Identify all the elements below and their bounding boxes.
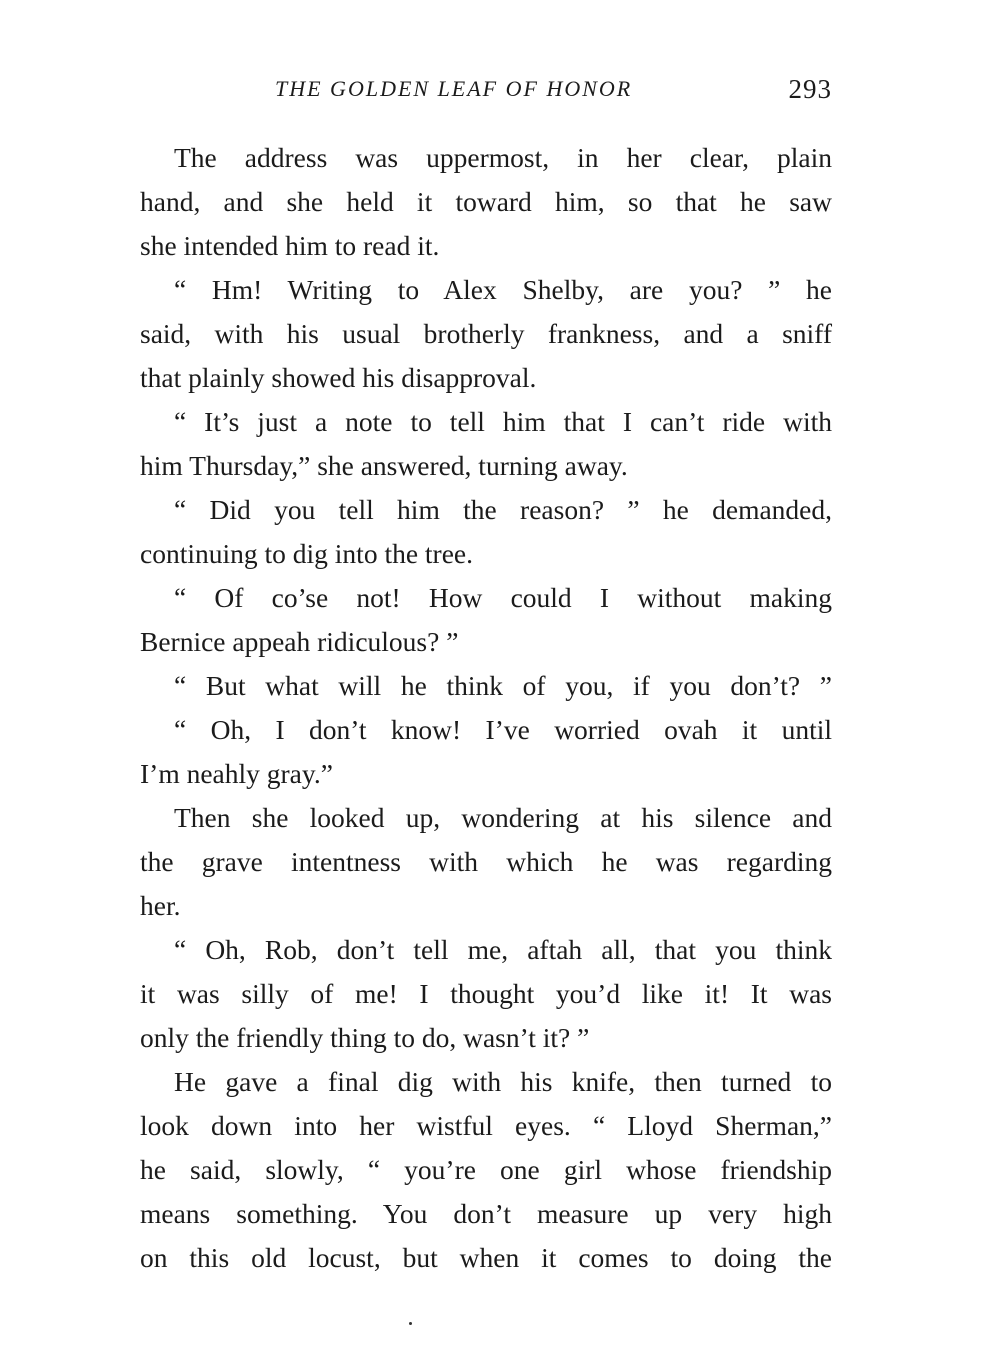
text-line: Then she looked up, wondering at his silence and — [174, 802, 832, 833]
text-line: “ Did you tell him the reason? ” he demanded, — [174, 494, 832, 525]
text-line: I’m neahly gray.” — [140, 758, 333, 789]
text-line: it was silly of me! I thought you’d like it! It was — [140, 978, 832, 1009]
running-title: THE GOLDEN LEAF OF HONOR — [275, 76, 633, 101]
text-line: continuing to dig into the tree. — [140, 538, 473, 569]
text-line: means something. You don’t measure up very high — [140, 1198, 832, 1229]
text-line: she intended him to read it. — [140, 230, 440, 261]
text-line: “ But what will he think of you, if you don’t? ” — [174, 670, 832, 701]
text-line: her. — [140, 890, 181, 921]
text-line: he said, slowly, “ you’re one girl whose friendship — [140, 1154, 832, 1185]
text-line: He gave a final dig with his knife, then turned to — [174, 1066, 832, 1097]
body-text — [140, 136, 832, 1280]
text-line: Bernice appeah ridiculous? ” — [140, 626, 459, 657]
text-line: said, with his usual brotherly frankness, and a sniff — [140, 318, 832, 349]
text-line: “ Of co’se not! How could I without making — [174, 582, 832, 613]
page-header — [140, 72, 832, 112]
page-number: 293 — [788, 74, 832, 104]
text-line: on this old locust, but when it comes to doing the — [140, 1242, 832, 1273]
text-line: “ Oh, I don’t know! I’ve worried ovah it until — [174, 714, 832, 745]
text-line: only the friendly thing to do, wasn’t it? ” — [140, 1022, 590, 1053]
text-line: hand, and she held it toward him, so that he saw — [140, 186, 832, 217]
text-line: The address was uppermost, in her clear, plain — [174, 142, 832, 173]
page-speck — [409, 1322, 412, 1325]
text-line: the grave intentness with which he was regarding — [140, 846, 832, 877]
text-line: that plainly showed his disapproval. — [140, 362, 537, 393]
text-line: look down into her wistful eyes. “ Lloyd Sherman,” — [140, 1110, 832, 1141]
text-line: “ It’s just a note to tell him that I can’t ride with — [174, 406, 832, 437]
text-line: “ Oh, Rob, don’t tell me, aftah all, that you think — [174, 934, 832, 965]
text-line: him Thursday,” she answered, turning away. — [140, 450, 628, 481]
text-line: “ Hm! Writing to Alex Shelby, are you? ” he — [174, 274, 832, 305]
